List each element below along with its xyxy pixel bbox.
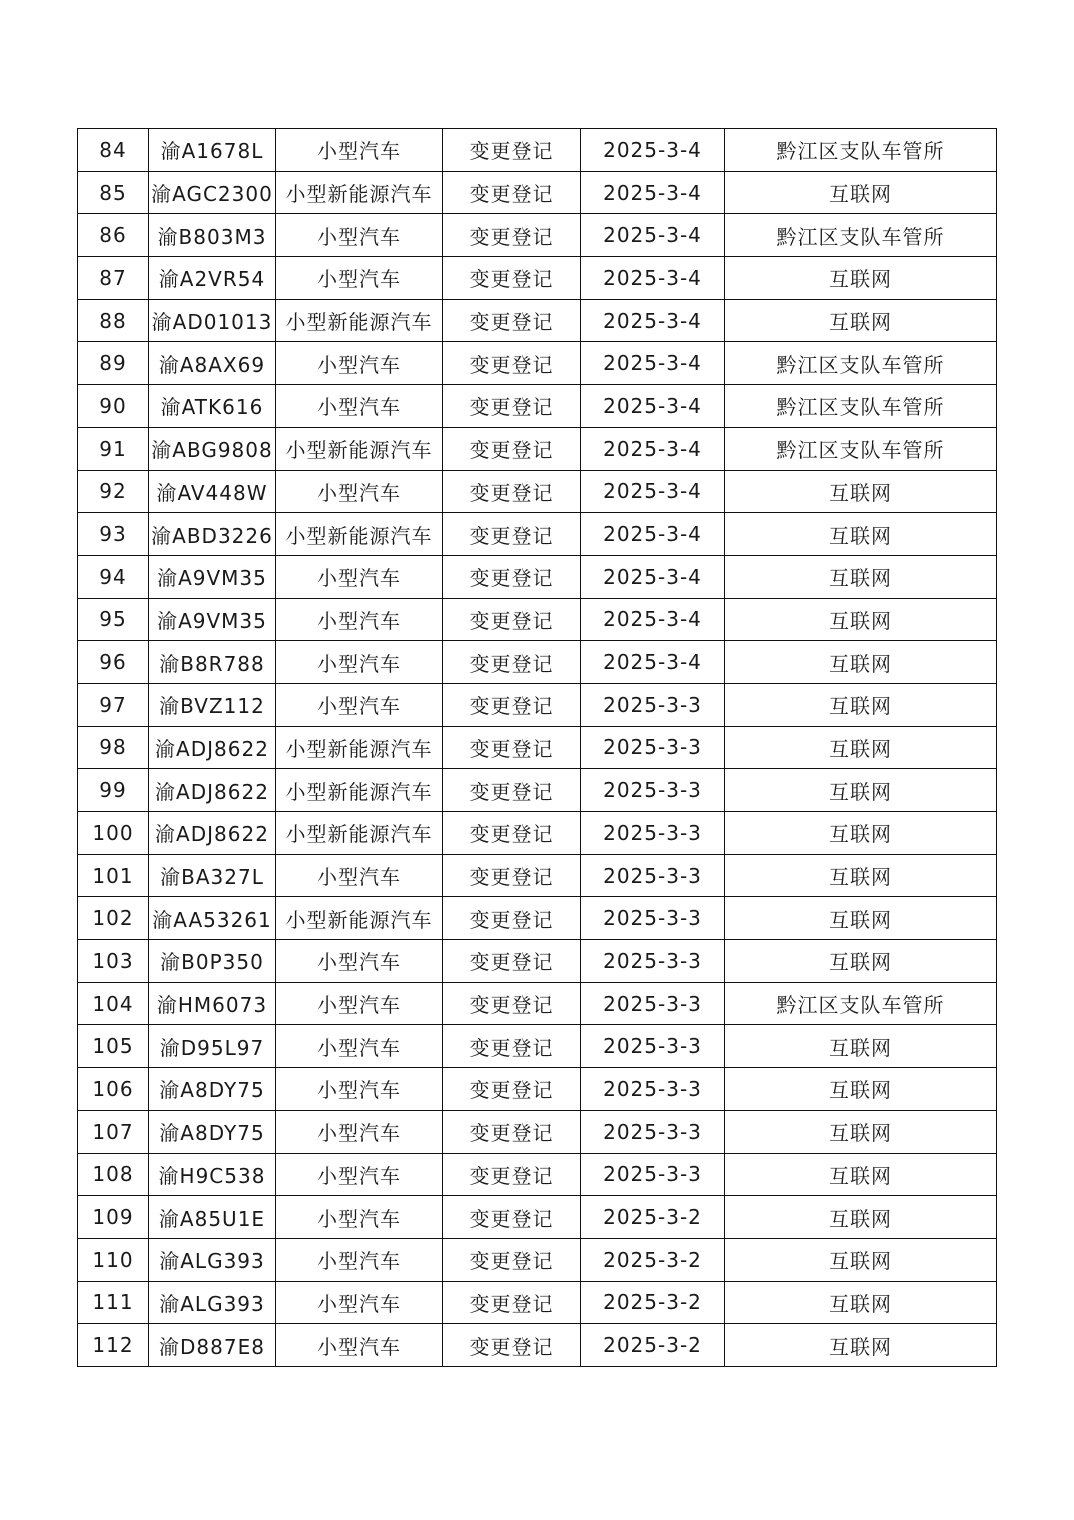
row-number-cell: 91 [78,427,149,470]
office-cell: 互联网 [725,940,997,983]
plate-number-cell: 渝ABG9808 [149,427,276,470]
vehicle-registration-table [77,128,997,1367]
plate-number-cell: 渝AGC2300 [149,171,276,214]
plate-number-cell: 渝A1678L [149,129,276,172]
business-type-cell: 变更登记 [443,598,581,641]
office-cell: 互联网 [725,726,997,769]
vehicle-type-cell: 小型新能源汽车 [276,726,443,769]
plate-number-cell: 渝A2VR54 [149,257,276,300]
business-type-cell: 变更登记 [443,1068,581,1111]
date-cell: 2025-3-4 [581,299,725,342]
vehicle-type-cell: 小型汽车 [276,1110,443,1153]
business-type-cell: 变更登记 [443,513,581,556]
vehicle-type-cell: 小型新能源汽车 [276,427,443,470]
office-cell: 黔江区支队车管所 [725,427,997,470]
row-number-cell: 94 [78,555,149,598]
table-row [78,257,997,300]
date-cell: 2025-3-3 [581,726,725,769]
table-row [78,940,997,983]
table-row [78,1238,997,1281]
date-cell: 2025-3-4 [581,641,725,684]
row-number-cell: 100 [78,812,149,855]
office-cell: 互联网 [725,641,997,684]
business-type-cell: 变更登记 [443,385,581,428]
vehicle-type-cell: 小型汽车 [276,940,443,983]
business-type-cell: 变更登记 [443,1324,581,1367]
table-row [78,214,997,257]
office-cell: 互联网 [725,470,997,513]
business-type-cell: 变更登记 [443,1196,581,1239]
table-row [78,812,997,855]
table-row [78,1025,997,1068]
row-number-cell: 90 [78,385,149,428]
business-type-cell: 变更登记 [443,1110,581,1153]
office-cell: 黔江区支队车管所 [725,385,997,428]
date-cell: 2025-3-3 [581,1153,725,1196]
vehicle-type-cell: 小型汽车 [276,555,443,598]
plate-number-cell: 渝ABD3226 [149,513,276,556]
row-number-cell: 89 [78,342,149,385]
business-type-cell: 变更登记 [443,940,581,983]
row-number-cell: 86 [78,214,149,257]
business-type-cell: 变更登记 [443,1153,581,1196]
plate-number-cell: 渝A9VM35 [149,598,276,641]
table-row [78,1281,997,1324]
office-cell: 互联网 [725,598,997,641]
vehicle-type-cell: 小型汽车 [276,854,443,897]
plate-number-cell: 渝A8DY75 [149,1110,276,1153]
date-cell: 2025-3-4 [581,385,725,428]
table-row [78,1324,997,1367]
business-type-cell: 变更登记 [443,171,581,214]
vehicle-type-cell: 小型新能源汽车 [276,513,443,556]
row-number-cell: 110 [78,1238,149,1281]
office-cell: 互联网 [725,555,997,598]
table-body [78,129,997,1367]
table-row [78,171,997,214]
vehicle-type-cell: 小型汽车 [276,1196,443,1239]
plate-number-cell: 渝AA53261 [149,897,276,940]
table-row [78,726,997,769]
table-row [78,641,997,684]
table-row [78,470,997,513]
table-row [78,982,997,1025]
business-type-cell: 变更登记 [443,812,581,855]
plate-number-cell: 渝BA327L [149,854,276,897]
table-row [78,299,997,342]
business-type-cell: 变更登记 [443,726,581,769]
row-number-cell: 102 [78,897,149,940]
office-cell: 互联网 [725,1110,997,1153]
office-cell: 互联网 [725,1153,997,1196]
plate-number-cell: 渝ALG393 [149,1238,276,1281]
vehicle-type-cell: 小型汽车 [276,1068,443,1111]
row-number-cell: 96 [78,641,149,684]
row-number-cell: 112 [78,1324,149,1367]
vehicle-type-cell: 小型新能源汽车 [276,171,443,214]
vehicle-type-cell: 小型汽车 [276,683,443,726]
date-cell: 2025-3-3 [581,769,725,812]
plate-number-cell: 渝ALG393 [149,1281,276,1324]
plate-number-cell: 渝AD01013 [149,299,276,342]
date-cell: 2025-3-3 [581,854,725,897]
date-cell: 2025-3-2 [581,1281,725,1324]
row-number-cell: 87 [78,257,149,300]
vehicle-type-cell: 小型汽车 [276,470,443,513]
office-cell: 黔江区支队车管所 [725,214,997,257]
plate-number-cell: 渝B0P350 [149,940,276,983]
date-cell: 2025-3-4 [581,129,725,172]
date-cell: 2025-3-4 [581,598,725,641]
table-row [78,598,997,641]
office-cell: 互联网 [725,812,997,855]
plate-number-cell: 渝ATK616 [149,385,276,428]
table-row [78,1153,997,1196]
row-number-cell: 101 [78,854,149,897]
business-type-cell: 变更登记 [443,342,581,385]
row-number-cell: 98 [78,726,149,769]
table-row [78,342,997,385]
vehicle-type-cell: 小型汽车 [276,982,443,1025]
vehicle-type-cell: 小型汽车 [276,1153,443,1196]
plate-number-cell: 渝A9VM35 [149,555,276,598]
vehicle-type-cell: 小型汽车 [276,641,443,684]
office-cell: 互联网 [725,683,997,726]
vehicle-type-cell: 小型新能源汽车 [276,812,443,855]
plate-number-cell: 渝B803M3 [149,214,276,257]
vehicle-type-cell: 小型新能源汽车 [276,897,443,940]
vehicle-type-cell: 小型汽车 [276,1238,443,1281]
business-type-cell: 变更登记 [443,683,581,726]
row-number-cell: 99 [78,769,149,812]
plate-number-cell: 渝HM6073 [149,982,276,1025]
office-cell: 黔江区支队车管所 [725,129,997,172]
business-type-cell: 变更登记 [443,129,581,172]
table-row [78,854,997,897]
row-number-cell: 88 [78,299,149,342]
date-cell: 2025-3-3 [581,1025,725,1068]
vehicle-type-cell: 小型汽车 [276,1025,443,1068]
date-cell: 2025-3-4 [581,555,725,598]
date-cell: 2025-3-4 [581,257,725,300]
table-row [78,427,997,470]
date-cell: 2025-3-2 [581,1324,725,1367]
table-row [78,385,997,428]
business-type-cell: 变更登记 [443,1281,581,1324]
date-cell: 2025-3-2 [581,1196,725,1239]
vehicle-type-cell: 小型汽车 [276,385,443,428]
table-row [78,1196,997,1239]
table-row [78,555,997,598]
business-type-cell: 变更登记 [443,470,581,513]
office-cell: 互联网 [725,769,997,812]
row-number-cell: 109 [78,1196,149,1239]
table-row [78,1068,997,1111]
date-cell: 2025-3-3 [581,897,725,940]
date-cell: 2025-3-3 [581,982,725,1025]
row-number-cell: 84 [78,129,149,172]
vehicle-type-cell: 小型汽车 [276,598,443,641]
office-cell: 互联网 [725,171,997,214]
business-type-cell: 变更登记 [443,769,581,812]
plate-number-cell: 渝A8DY75 [149,1068,276,1111]
date-cell: 2025-3-2 [581,1238,725,1281]
date-cell: 2025-3-3 [581,1110,725,1153]
office-cell: 互联网 [725,257,997,300]
office-cell: 互联网 [725,854,997,897]
row-number-cell: 92 [78,470,149,513]
business-type-cell: 变更登记 [443,555,581,598]
row-number-cell: 95 [78,598,149,641]
vehicle-type-cell: 小型汽车 [276,257,443,300]
business-type-cell: 变更登记 [443,427,581,470]
plate-number-cell: 渝ADJ8622 [149,812,276,855]
row-number-cell: 105 [78,1025,149,1068]
plate-number-cell: 渝B8R788 [149,641,276,684]
vehicle-type-cell: 小型新能源汽车 [276,769,443,812]
office-cell: 互联网 [725,1196,997,1239]
date-cell: 2025-3-4 [581,171,725,214]
office-cell: 互联网 [725,1025,997,1068]
date-cell: 2025-3-3 [581,812,725,855]
plate-number-cell: 渝D95L97 [149,1025,276,1068]
business-type-cell: 变更登记 [443,854,581,897]
row-number-cell: 104 [78,982,149,1025]
business-type-cell: 变更登记 [443,299,581,342]
table-row [78,129,997,172]
date-cell: 2025-3-3 [581,683,725,726]
date-cell: 2025-3-4 [581,513,725,556]
date-cell: 2025-3-3 [581,940,725,983]
business-type-cell: 变更登记 [443,214,581,257]
table-row [78,1110,997,1153]
office-cell: 互联网 [725,1238,997,1281]
office-cell: 互联网 [725,897,997,940]
plate-number-cell: 渝AV448W [149,470,276,513]
plate-number-cell: 渝A85U1E [149,1196,276,1239]
business-type-cell: 变更登记 [443,1238,581,1281]
plate-number-cell: 渝BVZ112 [149,683,276,726]
row-number-cell: 106 [78,1068,149,1111]
date-cell: 2025-3-4 [581,470,725,513]
office-cell: 互联网 [725,1281,997,1324]
date-cell: 2025-3-4 [581,214,725,257]
date-cell: 2025-3-4 [581,342,725,385]
row-number-cell: 103 [78,940,149,983]
office-cell: 黔江区支队车管所 [725,342,997,385]
row-number-cell: 97 [78,683,149,726]
plate-number-cell: 渝H9C538 [149,1153,276,1196]
office-cell: 黔江区支队车管所 [725,982,997,1025]
vehicle-type-cell: 小型汽车 [276,1324,443,1367]
office-cell: 互联网 [725,299,997,342]
business-type-cell: 变更登记 [443,641,581,684]
business-type-cell: 变更登记 [443,1025,581,1068]
vehicle-type-cell: 小型汽车 [276,214,443,257]
date-cell: 2025-3-3 [581,1068,725,1111]
office-cell: 互联网 [725,513,997,556]
plate-number-cell: 渝A8AX69 [149,342,276,385]
plate-number-cell: 渝ADJ8622 [149,769,276,812]
business-type-cell: 变更登记 [443,982,581,1025]
table-row [78,769,997,812]
table-row [78,683,997,726]
row-number-cell: 108 [78,1153,149,1196]
row-number-cell: 93 [78,513,149,556]
plate-number-cell: 渝D887E8 [149,1324,276,1367]
vehicle-type-cell: 小型汽车 [276,342,443,385]
vehicle-type-cell: 小型汽车 [276,1281,443,1324]
office-cell: 互联网 [725,1324,997,1367]
row-number-cell: 85 [78,171,149,214]
row-number-cell: 111 [78,1281,149,1324]
vehicle-type-cell: 小型新能源汽车 [276,299,443,342]
table-row [78,513,997,556]
plate-number-cell: 渝ADJ8622 [149,726,276,769]
table-row [78,897,997,940]
business-type-cell: 变更登记 [443,257,581,300]
office-cell: 互联网 [725,1068,997,1111]
business-type-cell: 变更登记 [443,897,581,940]
date-cell: 2025-3-4 [581,427,725,470]
vehicle-type-cell: 小型汽车 [276,129,443,172]
row-number-cell: 107 [78,1110,149,1153]
